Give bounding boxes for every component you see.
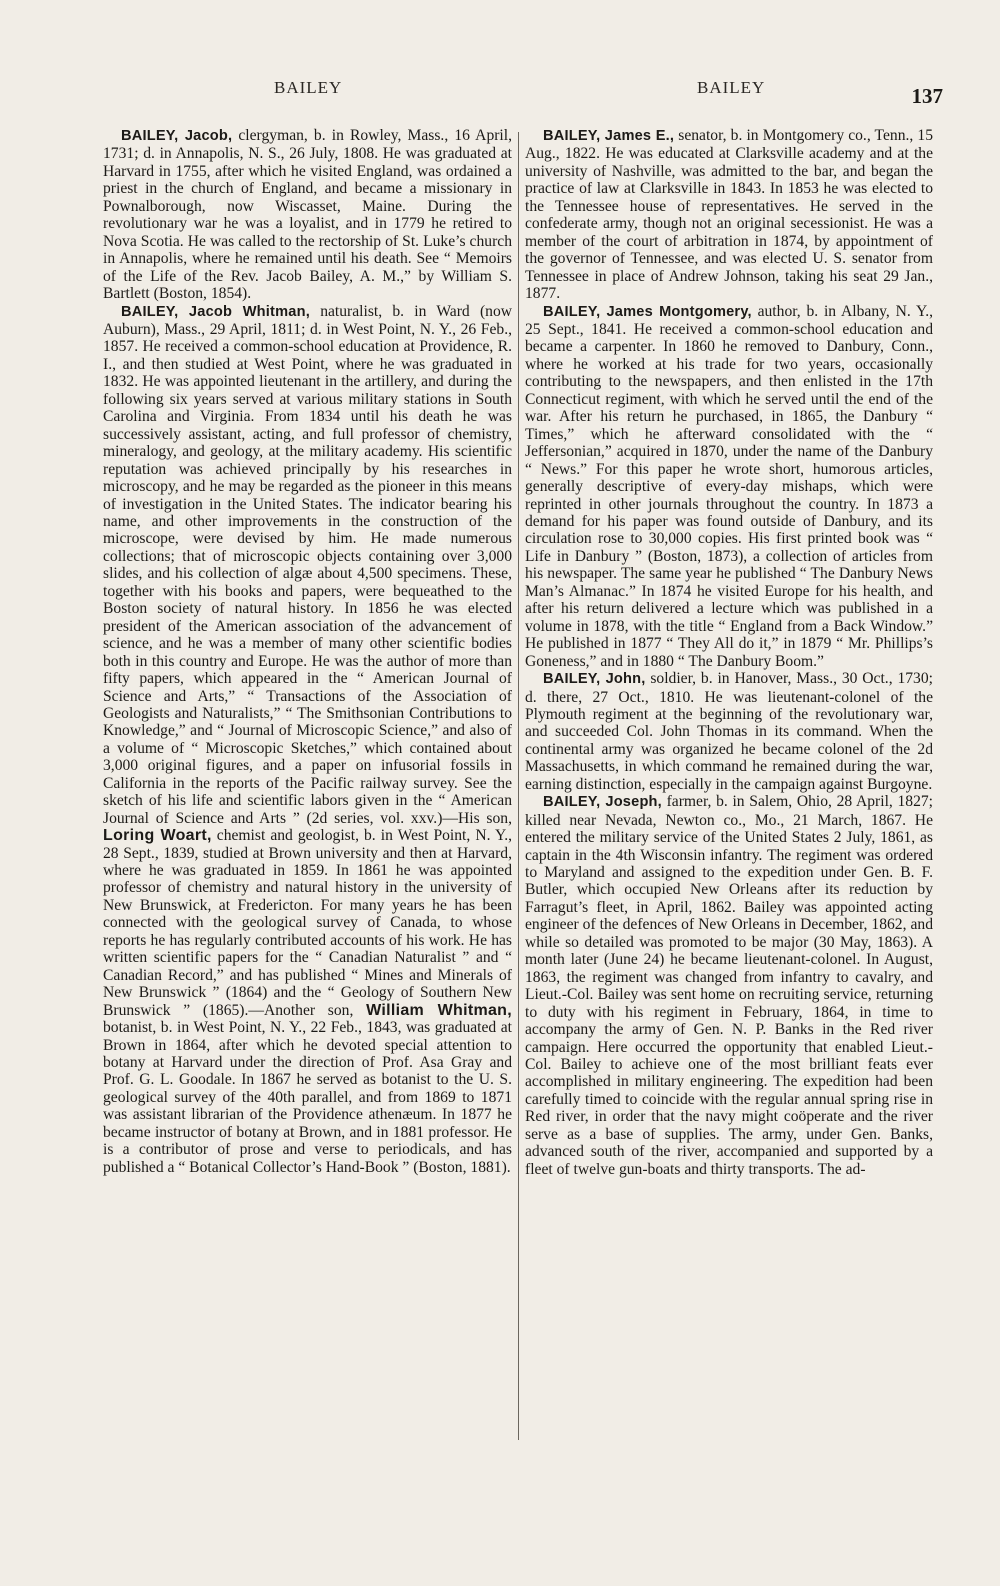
entry-jacob-bailey: [103, 127, 512, 303]
entry-john-bailey: [525, 670, 933, 793]
entry-name: BAILEY, Jacob,: [121, 128, 233, 144]
entry-joseph-bailey: [525, 793, 933, 1178]
entry-james-e-bailey: [525, 127, 933, 303]
entry-text: chemist and geologist, b. in West Point, N. Y., 28 Sept., 1839, studied at Brown university and then at Harvard, where he was graduated in 1859. In 1861 he was appointed professor of chemistry and natural history in the university of New Brunswick, at Fredericton. For many years he has been connected with the geological survey of Canada, to whose reports he has regularly contributed accounts of his work. He has written scientific papers for the “ Canadian Naturalist ” and “ Canadian Record,” and has published “ Mines and Minerals of New Brunswick ” (1864) and the “ Geology of Southern New Brunswick ” (1865).—Another son,: [103, 827, 512, 1019]
entry-text: senator, b. in Montgomery co., Tenn., 15 Aug., 1822. He was educated at Clarksville academy and at the university of Nashville, was admitted to the bar, and began the practice of law at Clarksville in 1843. In 1853 he was elected to the Tennessee house of representatives. He served in the confederate army, though not an original secessionist. He was a member of the court of arbitration in 1874, by appointment of the governor of Tennessee, and was elected U. S. senator from Tennessee in place of Andrew Johnson, taking his seat 29 Jan., 1877.: [525, 127, 933, 303]
entry-jacob-whitman-bailey: [103, 303, 512, 1177]
son-name-loring: Loring Woart,: [103, 827, 212, 845]
son-name-william: William Whitman,: [366, 1001, 512, 1019]
entry-james-montgomery-bailey: [525, 303, 933, 671]
running-head-right: BAILEY: [697, 78, 766, 97]
entry-text: soldier, b. in Hanover, Mass., 30 Oct., 1730; d. there, 27 Oct., 1810. He was lieutenant-colonel of the Plymouth regiment at the beginning of the revolutionary war, and succeeded Col. John Thomas in its command. When the continental army was organized he became colonel of the 2d Massachusetts, in which command he remained during the war, earning distinction, especially in the campaign against Burgoyne.: [525, 670, 933, 793]
entry-text: clergyman, b. in Rowley, Mass., 16 April, 1731; d. in Annapolis, N. S., 26 July, 1808. He was graduated at Harvard in 1755, after which he visited England, was ordained a priest in the church of England, and became a missionary in Pownalborough, now Wiscasset, Maine. During the revolutionary war he was a loyalist, and in 1779 he retired to Nova Scotia. He was called to the rectorship of St. Luke’s church in Annapolis, where he remained until his death. See “ Memoirs of the Life of the Rev. Jacob Bailey, A. M.,” by William S. Bartlett (Boston, 1854).: [103, 127, 512, 303]
entry-name: BAILEY, John,: [543, 671, 646, 688]
running-head-left: BAILEY: [274, 78, 343, 97]
entry-text: farmer, b. in Salem, Ohio, 28 April, 1827; killed near Nevada, Newton co., Mo., 21 March, 1867. He entered the military service of the United States 2 July, 1861, as captain in the 4th Wisconsin infantry. The regiment was ordered to Maryland and assigned to the expedition under Gen. B. F. Butler, which occupied New Orleans after its reduction by Farragut’s fleet, in April, 1862. Bailey was appointed acting engineer of the defences of New Orleans in December, 1862, and while so detailed was promoted to be major (30 May, 1863). A month later (June 24) he became lieutenant-colonel. In August, 1863, the regiment was changed from infantry to cavalry, and Lieut.-Col. Bailey was sent home on recruiting service, returning to duty with his regiment in February, 1864, in time to accompany the army of Gen. N. P. Banks in the Red river campaign. Here occurred the opportunity that enabled Lieut.-Col. Bailey to achieve one of the most brilliant feats ever accomplished in military engineering. The expedition had been carefully timed to coincide with the regular annual spring rise in Red river, in order that the navy might coöperate and the river serve as a base of supplies. The army, under Gen. Banks, advanced south of the river, accompanied and supported by a fleet of twelve gun-boats and thirty transports. The ad-: [525, 793, 933, 1178]
entry-name: BAILEY, James Montgomery,: [543, 303, 752, 320]
entry-name: BAILEY, Joseph,: [543, 794, 662, 811]
entry-name: BAILEY, James E.,: [543, 128, 675, 144]
entry-text: author, b. in Albany, N. Y., 25 Sept., 1841. He received a common-school education and became a carpenter. In 1860 he removed to Danbury, Conn., where he worked at his trade for two years, occasionally contributing to the newspapers, and then enlisted in the 17th Connecticut regiment, with which he served until the end of the war. After his return he purchased, in 1865, the Danbury “ Times,” which he afterward consolidated with the “ Jeffersonian,” acquired in 1870, under the name of the Danbury “ News.” For this paper he wrote short, humorous articles, generally descriptive of every-day mishaps, which were reprinted in other journals throughout the country. In 1873 a demand for his paper was found outside of Danbury, and its circulation rose to 30,000 copies. His first printed book was “ Life in Danbury ” (Boston, 1873), a collection of articles from his newspaper. The same year he published “ The Danbury News Man’s Almanac.” In 1874 he visited Europe for his health, and after his return delivered a lecture which was published in a volume in 1878, with the title “ England from a Back Window.” He published in 1877 “ They All do it,” in 1879 “ Mr. Phillips’s Goneness,” and in 1880 “ The Danbury Boom.”: [525, 302, 933, 670]
entry-text: naturalist, b. in Ward (now Auburn), Mass., 29 April, 1811; d. in West Point, N. Y., 26 Feb., 1857. He received a common-school education at Providence, R. I., and then studied at West Point, where he was graduated in 1832. He was appointed lieutenant in the artillery, and during the following six years served at various military stations in South Carolina and Virginia. From 1834 until his death he was successively assistant, acting, and full professor of chemistry, mineralogy, and geology, at the military academy. His scientific reputation was achieved principally by his researches in microscopy, and he may be regarded as the pioneer in this means of investigation in the United States. The indicator bearing his name, and other improvements in the construction of the microscope, were devised by him. He made numerous collections; that of microscopic objects containing over 3,000 slides, and his collection of algæ about 4,500 specimens. These, together with his books and papers, were bequeathed to the Boston society of natural history. In 1856 he was elected president of the American association of the advancement of science, and he was a member of many other scientific bodies both in this country and Europe. He was the author of more than fifty papers, which appeared in the “ American Journal of Science and Arts,” “ Transactions of the Association of Geologists and Naturalists,” “ The Smithsonian Contributions to Knowledge,” and “ Journal of Microscopic Science,” and also of a volume of “ Microscopic Sketches,” which contained about 3,000 original figures, and a paper on infusorial fossils in California in the reports of the Pacific railway survey. See the sketch of his life and scientific labors given in the “ American Journal of Science and Arts ” (2d series, vol. xxv.)—His son,: [103, 302, 512, 827]
column-divider: [518, 132, 519, 1440]
entry-name: BAILEY, Jacob Whitman,: [121, 303, 310, 320]
left-column: [103, 127, 512, 1176]
page-number: 137: [911, 84, 943, 108]
right-column: [525, 127, 933, 1178]
entry-text: botanist, b. in West Point, N. Y., 22 Feb., 1843, was graduated at Brown in 1864, after which he devoted special attention to botany at Harvard under the direction of Prof. Asa Gray and Prof. G. L. Goodale. In 1867 he served as botanist to the U. S. geological survey of the 40th parallel, and from 1869 to 1871 was assistant librarian of the Providence athenæum. In 1877 he became instructor of botany at Brown, and in 1881 professor. He is a contributor of prose and verse to periodicals, and has published a “ Botanical Collector’s Hand-Book ” (Boston, 1881).: [103, 1019, 512, 1176]
